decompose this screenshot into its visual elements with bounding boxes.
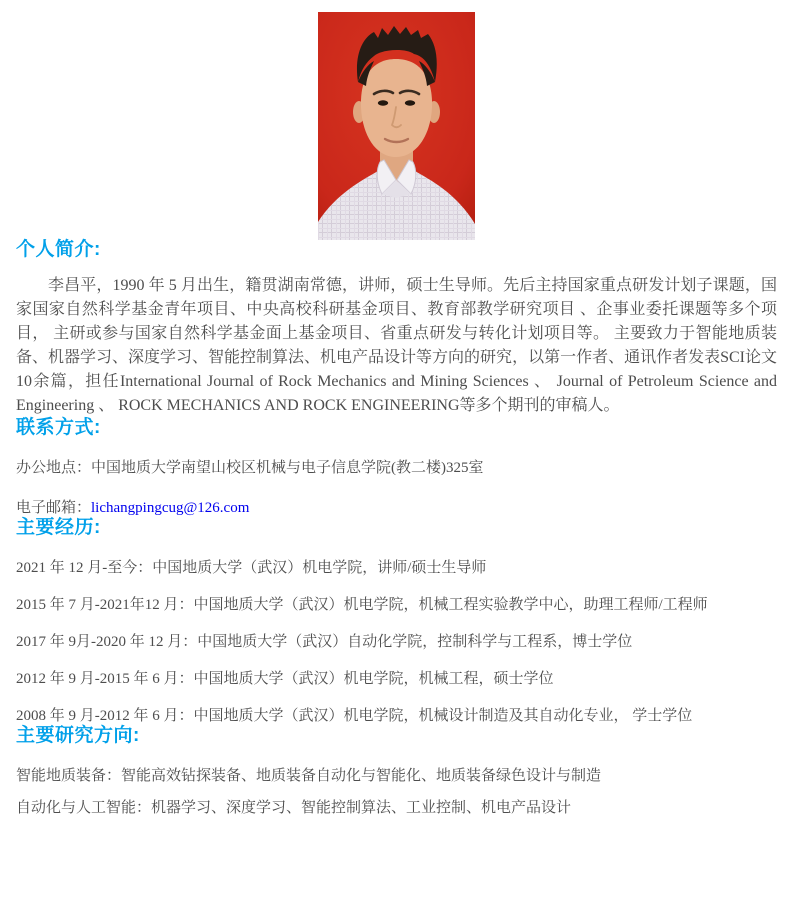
section-title-contact: 联系方式:: [16, 417, 101, 438]
experience-item: 2008 年 9 月-2012 年 6 月：中国地质大学（武汉）机电学院，机械设计制造及其自动化专业， 学士学位: [16, 708, 693, 724]
email-line: [16, 498, 777, 518]
research-item: 智能地质装备：智能高效钻探装备、地质装备自动化与智能化、地质装备绿色设计与制造: [16, 768, 602, 784]
email-link[interactable]: lichangpingcug@126.com: [91, 500, 250, 516]
office-location-value: 中国地质大学南望山校区机械与电子信息学院(教二楼)325室: [91, 460, 484, 476]
eyes: [378, 100, 388, 105]
portrait-photo: [318, 12, 475, 240]
profile-paragraph: 李昌平，1990 年 5 月出生，籍贯湖南常德，讲师，硕士生导师。先后主持国家重点研发计划子课题，国家国家自然科学基金青年项目、中央高校科研基金项目、教育部教学研究项目 、企事业委托课题等多个项目， 主研或参与国家自然科学基金面上基金项目、省重点研发与转化计划项目等。 主要致力于智能地质装备、机器学习、深度学习、智能控制算法、机电产品设计等方向的研究，以第一作者、通讯作者发表SCI论文10余篇，担任International Journal of Rock Mechanics and Mining Sciences 、 Journal of Petroleum Science and Engineering 、 ROCK MECHANICS AND ROCK ENGINEERING等多个期刊的审稿人。: [16, 277, 777, 414]
section-title-experience: 主要经历:: [16, 517, 101, 538]
section-title-research: 主要研究方向:: [16, 725, 140, 746]
office-location-line: [16, 458, 777, 478]
experience-item: 2017 年 9月-2020 年 12 月：中国地质大学（武汉）自动化学院，控制科学与工程系，博士学位: [16, 634, 633, 650]
experience-item: 2012 年 9 月-2015 年 6 月：中国地质大学（武汉）机电学院，机械工程，硕士学位: [16, 671, 554, 687]
experience-item: 2015 年 7 月-2021年12 月：中国地质大学（武汉）机电学院，机械工程实验教学中心，助理工程师/工程师: [16, 597, 708, 613]
section-title-profile: 个人简介:: [16, 239, 101, 260]
office-location-label: 办公地点：: [16, 460, 92, 476]
experience-item: 2021 年 12 月-至今：中国地质大学（武汉）机电学院，讲师/硕士生导师: [16, 560, 487, 576]
research-item: 自动化与人工智能：机器学习、深度学习、智能控制算法、工业控制、机电产品设计: [16, 800, 572, 816]
email-label: 电子邮箱：: [16, 500, 92, 516]
photo-container: [0, 0, 793, 240]
page-content: [0, 240, 793, 818]
